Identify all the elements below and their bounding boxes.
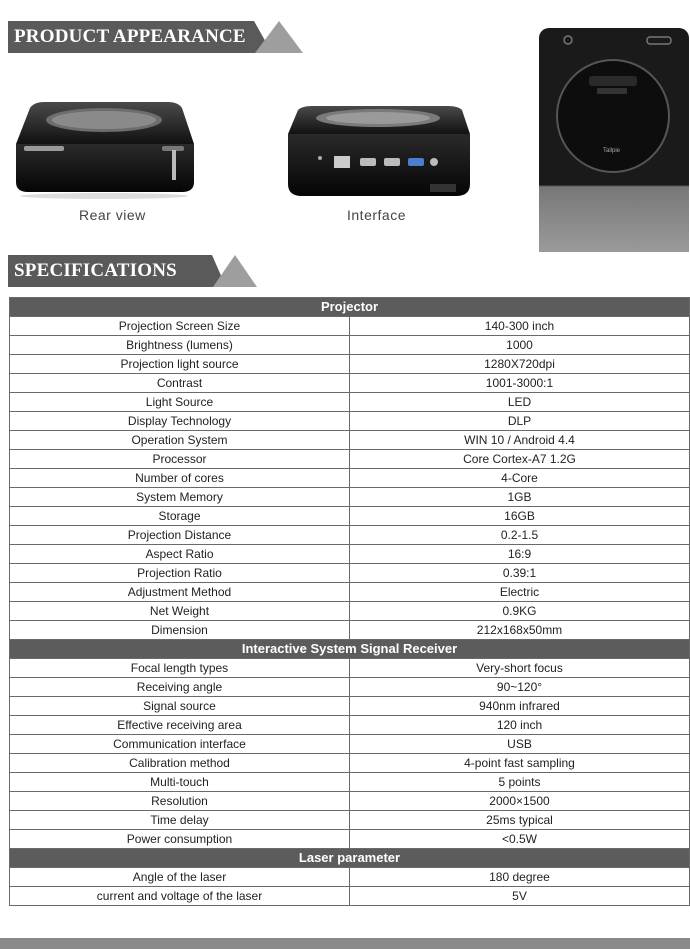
interface-photo	[284, 104, 474, 200]
spec-value: 1GB	[350, 488, 690, 507]
spec-row	[10, 336, 690, 355]
footer-bar	[0, 938, 690, 949]
spec-value: Very-short focus	[350, 659, 690, 678]
spec-row	[10, 659, 690, 678]
spec-row	[10, 317, 690, 336]
spec-value: 16:9	[350, 545, 690, 564]
spec-value: 16GB	[350, 507, 690, 526]
spec-label: Power consumption	[10, 830, 350, 849]
spec-row	[10, 374, 690, 393]
spec-value: 140-300 inch	[350, 317, 690, 336]
spec-row	[10, 678, 690, 697]
spec-row	[10, 564, 690, 583]
rear-view-caption: Rear view	[79, 207, 146, 223]
spec-label: Display Technology	[10, 412, 350, 431]
spec-value: Electric	[350, 583, 690, 602]
spec-row	[10, 431, 690, 450]
product-appearance-title: PRODUCT APPEARANCE	[8, 21, 254, 53]
spec-value: USB	[350, 735, 690, 754]
spec-group-header	[10, 849, 690, 868]
interface-caption: Interface	[347, 207, 406, 223]
spec-label: Net Weight	[10, 602, 350, 621]
spec-row	[10, 545, 690, 564]
spec-value: WIN 10 / Android 4.4	[350, 431, 690, 450]
standing-projector-photo	[537, 26, 690, 254]
spec-label: Multi-touch	[10, 773, 350, 792]
spec-value: DLP	[350, 412, 690, 431]
brand-label: Tallpie	[603, 148, 621, 154]
spec-value: 4-Core	[350, 469, 690, 488]
spec-value: 212x168x50mm	[350, 621, 690, 640]
spec-row	[10, 355, 690, 374]
spec-label: Receiving angle	[10, 678, 350, 697]
spec-label: Angle of the laser	[10, 868, 350, 887]
spec-row	[10, 887, 690, 906]
spec-row	[10, 602, 690, 621]
spec-row	[10, 716, 690, 735]
spec-label: Brightness (lumens)	[10, 336, 350, 355]
spec-row	[10, 830, 690, 849]
spec-label: Aspect Ratio	[10, 545, 350, 564]
rear-view-photo	[12, 98, 198, 202]
spec-label: Contrast	[10, 374, 350, 393]
spec-label: Processor	[10, 450, 350, 469]
spec-group-title: Interactive System Signal Receiver	[10, 640, 690, 659]
spec-row	[10, 507, 690, 526]
spec-label: current and voltage of the laser	[10, 887, 350, 906]
spec-value: 5V	[350, 887, 690, 906]
spec-row	[10, 412, 690, 431]
spec-row	[10, 811, 690, 830]
spec-value: 0.9KG	[350, 602, 690, 621]
spec-label: Operation System	[10, 431, 350, 450]
spec-value: 180 degree	[350, 868, 690, 887]
spec-row	[10, 792, 690, 811]
product-appearance-header	[8, 21, 272, 53]
spec-label: Calibration method	[10, 754, 350, 773]
spec-row	[10, 868, 690, 887]
spec-value: 2000×1500	[350, 792, 690, 811]
spec-label: Resolution	[10, 792, 350, 811]
spec-label: Projection Screen Size	[10, 317, 350, 336]
spec-row	[10, 773, 690, 792]
spec-row	[10, 450, 690, 469]
spec-group-title: Projector	[10, 298, 690, 317]
spec-label: System Memory	[10, 488, 350, 507]
spec-label: Time delay	[10, 811, 350, 830]
spec-label: Adjustment Method	[10, 583, 350, 602]
spec-group-title: Laser parameter	[10, 849, 690, 868]
spec-value: LED	[350, 393, 690, 412]
spec-label: Projection Ratio	[10, 564, 350, 583]
spec-value: 1280X720dpi	[350, 355, 690, 374]
spec-value: 0.2-1.5	[350, 526, 690, 545]
spec-label: Storage	[10, 507, 350, 526]
spec-label: Dimension	[10, 621, 350, 640]
spec-value: 940nm infrared	[350, 697, 690, 716]
spec-row	[10, 488, 690, 507]
spec-label: Effective receiving area	[10, 716, 350, 735]
spec-row	[10, 393, 690, 412]
spec-label: Projection light source	[10, 355, 350, 374]
spec-row	[10, 621, 690, 640]
spec-label: Communication interface	[10, 735, 350, 754]
spec-row	[10, 526, 690, 545]
spec-value: 25ms typical	[350, 811, 690, 830]
spec-label: Focal length types	[10, 659, 350, 678]
spec-value: 5 points	[350, 773, 690, 792]
spec-label: Light Source	[10, 393, 350, 412]
spec-value: 4-point fast sampling	[350, 754, 690, 773]
spec-group-header	[10, 640, 690, 659]
specifications-header	[8, 255, 226, 287]
spec-label: Number of cores	[10, 469, 350, 488]
spec-value: Core Cortex-A7 1.2G	[350, 450, 690, 469]
spec-row	[10, 754, 690, 773]
spec-value: 1000	[350, 336, 690, 355]
spec-row	[10, 735, 690, 754]
specifications-title: SPECIFICATIONS	[8, 255, 212, 287]
spec-row	[10, 469, 690, 488]
specifications-table	[9, 297, 690, 906]
spec-value: 1001-3000:1	[350, 374, 690, 393]
spec-group-header	[10, 298, 690, 317]
spec-value: <0.5W	[350, 830, 690, 849]
spec-label: Projection Distance	[10, 526, 350, 545]
spec-row	[10, 583, 690, 602]
spec-label: Signal source	[10, 697, 350, 716]
spec-row	[10, 697, 690, 716]
spec-value: 0.39:1	[350, 564, 690, 583]
spec-value: 90~120°	[350, 678, 690, 697]
spec-value: 120 inch	[350, 716, 690, 735]
